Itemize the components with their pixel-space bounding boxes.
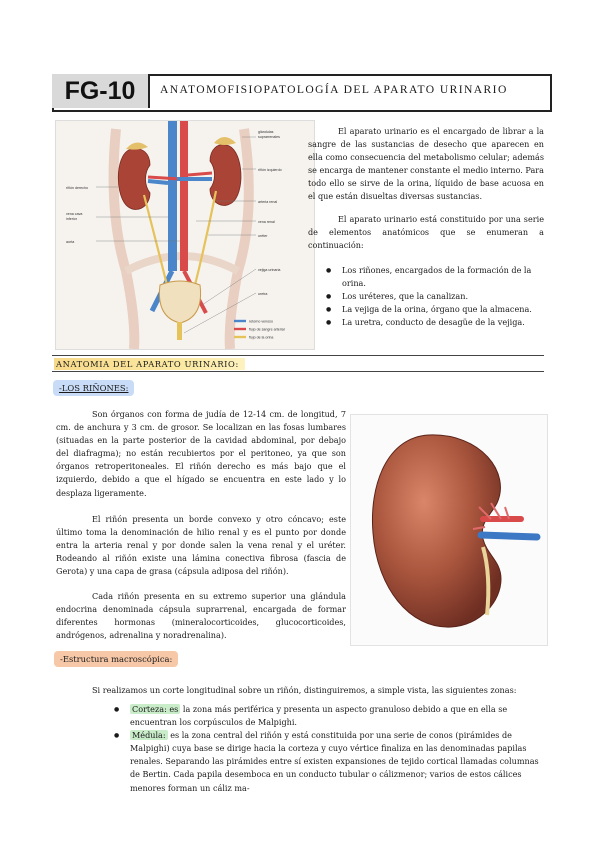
urinary-system-illustration — [56, 121, 314, 349]
aorta — [180, 121, 188, 271]
legend-arterial: flujo de sangre arterial — [249, 327, 285, 332]
legend-venous: retorno venoso — [249, 319, 273, 324]
right-ureter — [144, 195, 168, 289]
zone-text: la zona más periférica y presenta un aspecto granuloso debido a que en ella se encuentran los corpúsculos de Malpighi. — [130, 704, 508, 728]
list-item — [114, 703, 544, 729]
components-list — [326, 264, 546, 329]
section-title: ANATOMIA DEL APARATO URINARIO: — [54, 358, 245, 370]
kidney-illustration — [351, 415, 547, 645]
urinary-system-diagram — [55, 120, 315, 350]
zone-tag: Corteza: es — [132, 704, 179, 714]
list-item: ● La vejiga de la orina, órgano que la almacena. — [326, 303, 546, 316]
label-left-kidney: riñón izquierdo — [258, 168, 282, 172]
document-title: ANATOMOFISIOPATOLOGÍA DEL APARATO URINARIO — [160, 83, 508, 96]
label-bladder: vejiga urinaria — [258, 268, 281, 272]
label-vena-cava-inferior: inferior — [66, 217, 77, 221]
left-ureter — [194, 191, 216, 289]
urethra — [177, 322, 182, 340]
label-renal-artery: arteria renal — [258, 200, 278, 204]
document-code: FG-10 — [52, 74, 150, 108]
macro-intro: Si realizamos un corte longitudinal sobre un riñón, distinguiremos, a simple vista, las siguientes zonas: — [92, 685, 517, 695]
kidneys-paragraph-3: Cada riñón presenta en su extremo superior una glándula endocrina denominada cápsula suprarrenal, encargada de formar diferentes hormonas (mineralocorticoides, glucocorticoides, andrógenos, adrenalina y noradrenalina). — [56, 591, 346, 641]
kidney-illustration-frame — [350, 414, 548, 646]
zone-text: es la zona central del riñón y está constituida por una serie de conos (pirámides de Malpighi) cuya base se dirige hacia la corteza y cuyo vértice finaliza en las denominadas papilas renales. Separando las pirámides entre sí existen expansiones de tejido cortical llamadas columnas de Bertin. Cada papila desemboca en un conducto tubular o cálizmenor; varios de estos cálices menores forman un cáliz ma- — [130, 730, 539, 793]
kidneys-paragraph-1: Son órganos con forma de judía de 12-14 cm. de longitud, 7 cm. de anchura y 3 cm. de grosor. Se localizan en las fosas lumbares (situadas en la parte posterior de la cavidad abdominal, por debajo del diafragma); no están recubiertos por el peritoneo, ya que son órganos retroperitoneales. El riñón derecho es más bajo que el izquierdo, debido a que el hígado se encuentra en este lado y lo desplaza ligeramente. — [56, 409, 346, 498]
list-item: ● Los uréteres, que la canalizan. — [326, 290, 546, 303]
intro-paragraph-2: El aparato urinario está constituido por una serie de elementos anatómicos que se enumeran a continuación: — [308, 214, 544, 251]
label-renal-vein: vena renal — [258, 220, 275, 224]
list-item: ● La uretra, conducto de desagüe de la vejiga. — [326, 316, 546, 329]
label-urethra: uretra — [258, 292, 268, 296]
left-adrenal-gland — [214, 137, 236, 145]
zone-tag: Médula: — [132, 730, 166, 741]
label-ureter: uréter — [258, 234, 268, 238]
macro-structure-heading: -Estructura macroscópica: — [54, 651, 178, 667]
urinary-bladder — [159, 281, 200, 323]
renal-vein — [481, 535, 537, 537]
diagram-legend — [234, 320, 285, 340]
vena-cava — [168, 121, 177, 271]
label-aorta: aorta — [66, 240, 75, 244]
list-item — [114, 729, 544, 794]
label-right-kidney: riñón derecho — [66, 186, 88, 190]
kidneys-heading: -LOS RIÑONES: — [53, 380, 134, 396]
kidney-shape — [372, 435, 501, 627]
section-rule-bottom — [52, 371, 544, 372]
section-rule-top — [52, 355, 544, 356]
label-glands: glándulas — [258, 130, 274, 134]
label-vena-cava: vena cava — [66, 212, 83, 216]
right-adrenal-gland — [126, 142, 148, 149]
label-suprarrenales: suprarrenales — [258, 135, 280, 139]
intro-paragraph-1: El aparato urinario es el encargado de librar a la sangre de las sustancias de desecho que aparecen en ella como consecuencia del metabolismo celular; además se encarga de mantener constante el medio interno. Para todo ello se sirve de la orina, líquido de base acuosa en el que están disueltas diversas sustancias. — [308, 126, 544, 202]
kidney-zones-list — [114, 703, 544, 795]
legend-urine: flujo de la orina — [249, 335, 274, 340]
list-item: ● Los riñones, encargados de la formación de la orina. — [326, 264, 546, 290]
right-renal-artery — [148, 177, 180, 179]
left-renal-artery — [188, 173, 212, 175]
kidneys-paragraph-2: El riñón presenta un borde convexo y otro cóncavo; este último toma la denominación de hilio renal y es el punto por donde entra la arteria renal y por donde salen la vena renal y el uréter. Rodeando al riñón existe una lámina conectiva fibrosa (fascia de Gerota) y una capa de grasa (cápsula adiposa del riñón). — [56, 514, 346, 577]
right-renal-vein — [148, 181, 168, 183]
